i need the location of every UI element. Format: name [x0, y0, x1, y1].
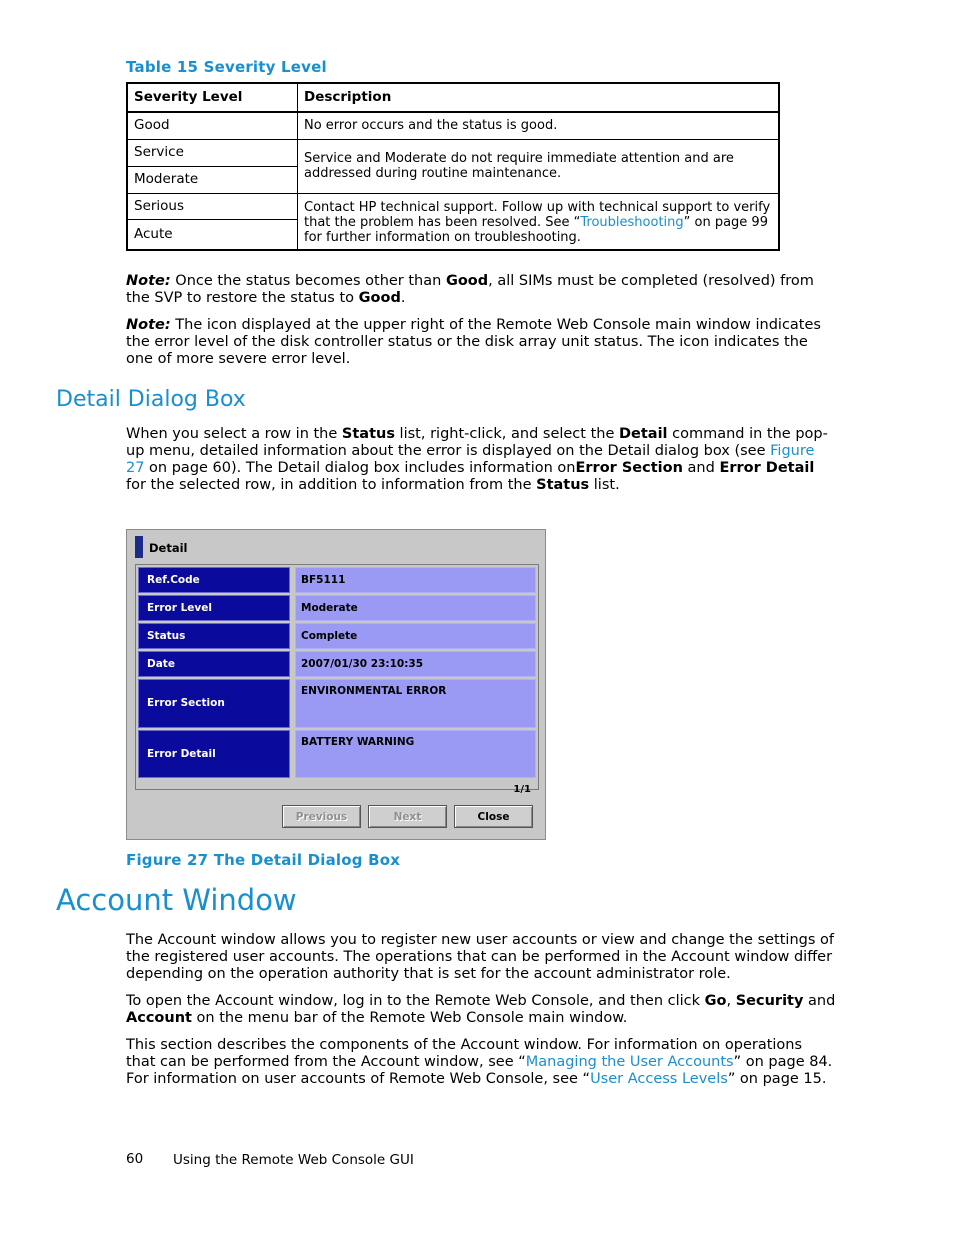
dialog-title-marker [135, 536, 143, 558]
table-row [127, 139, 779, 166]
previous-button[interactable]: Previous [282, 805, 361, 828]
note-text: The icon displayed at the upper right of the Remote Web Console main window indicates the error level of the disk controller status or the disk array unit status. The icon indicates the one of more severe error level. [126, 317, 821, 367]
description-cell [298, 193, 780, 250]
text: This section describes the components of the Account window. For information on operations that can be performed from the Account window, see “ [126, 1037, 803, 1070]
text: on page 60). The Detail dialog box includes information on [144, 460, 576, 476]
detail-value: BATTERY WARNING [295, 730, 536, 778]
detail-paragraph [126, 426, 836, 494]
managing-user-accounts-link[interactable]: Managing the User Accounts [525, 1054, 734, 1070]
text: ” on page 15. [727, 1071, 827, 1087]
detail-key: Status [138, 623, 290, 649]
note-icon [126, 317, 836, 368]
table-row [127, 112, 779, 139]
description-text: ” on page 99 for further information on troubleshooting. [304, 214, 768, 245]
note-label: Note: [126, 317, 171, 333]
detail-table [135, 564, 539, 790]
description-text: Contact HP technical support. Follow up with technical support to verify that the problem has been resolved. See “ [304, 199, 771, 230]
severity-cell: Acute [127, 219, 298, 250]
table-header-row [127, 83, 779, 112]
text: and [803, 993, 836, 1009]
page-indicator: 1/1 [513, 784, 531, 795]
detail-value: Complete [295, 623, 536, 649]
dialog-title: Detail [149, 541, 188, 555]
detail-key: Error Level [138, 595, 290, 621]
text: , [726, 993, 736, 1009]
detail-value: 2007/01/30 23:10:35 [295, 651, 536, 677]
description-cell: No error occurs and the status is good. [298, 112, 780, 139]
table-caption: Table 15 Severity Level [126, 58, 327, 76]
column-header-severity: Severity Level [127, 83, 298, 112]
text-bold: Go [704, 993, 727, 1009]
text-bold: Account [126, 1010, 192, 1026]
severity-cell: Moderate [127, 166, 298, 193]
text: command in the pop-up menu, detailed information about the error is displayed on the Detail dialog box (see [126, 426, 828, 459]
figure-27-link[interactable]: Figure 27 [126, 443, 815, 476]
note-status [126, 273, 836, 307]
note-bold: Good [445, 273, 489, 289]
severity-level-table [126, 82, 780, 251]
note-text: . [400, 290, 406, 306]
detail-row [138, 567, 536, 593]
text: list. [589, 477, 620, 493]
severity-cell: Service [127, 139, 298, 166]
severity-cell: Good [127, 112, 298, 139]
text-bold: Status [536, 477, 590, 493]
next-button[interactable]: Next [368, 805, 447, 828]
account-paragraph-2 [126, 993, 836, 1027]
account-window-heading: Account Window [56, 883, 297, 917]
close-button[interactable]: Close [454, 805, 533, 828]
note-text: , all SIMs must be completed (resolved) from the SVP to restore the status to [126, 273, 814, 306]
description-cell: Service and Moderate do not require immediate attention and are addressed during routine maintenance. [298, 139, 780, 193]
text-bold: Security [735, 993, 804, 1009]
detail-key: Error Section [138, 679, 290, 728]
detail-key: Ref.Code [138, 567, 290, 593]
troubleshooting-link[interactable]: Troubleshooting [580, 214, 684, 230]
column-header-description: Description [298, 83, 780, 112]
note-text: Once the status becomes other than [170, 273, 446, 289]
text-bold: Detail [618, 426, 668, 442]
account-paragraph-3 [126, 1037, 836, 1088]
note-bold: Good [358, 290, 401, 306]
text: When you select a row in the [126, 426, 342, 442]
severity-cell: Serious [127, 193, 298, 219]
detail-dialog [126, 529, 546, 840]
user-access-levels-link[interactable]: User Access Levels [590, 1071, 728, 1087]
detail-row [138, 730, 536, 778]
text-bold: Error Detail [719, 460, 815, 476]
text: and [682, 460, 720, 476]
text: list, right-click, and select the [394, 426, 619, 442]
detail-row [138, 623, 536, 649]
detail-key: Date [138, 651, 290, 677]
detail-row [138, 651, 536, 677]
text: To open the Account window, log in to the Remote Web Console, and then click [126, 993, 705, 1009]
figure-caption: Figure 27 The Detail Dialog Box [126, 851, 401, 869]
page-number: 60 [126, 1151, 144, 1167]
account-paragraph-1: The Account window allows you to register new user accounts or view and change the settings of the registered user accounts. The operations that can be performed in the Account window differ depending on the operation authority that is set for the account administrator role. [126, 932, 834, 982]
text-bold: Error Section [575, 460, 683, 476]
text: on the menu bar of the Remote Web Console main window. [191, 1010, 628, 1026]
detail-dialog-heading: Detail Dialog Box [56, 387, 246, 412]
detail-value: Moderate [295, 595, 536, 621]
detail-row [138, 595, 536, 621]
table-row [127, 193, 779, 219]
detail-value: ENVIRONMENTAL ERROR [295, 679, 536, 728]
detail-key: Error Detail [138, 730, 290, 778]
text: ” on page 84. For information on user accounts of Remote Web Console, see “ [126, 1054, 833, 1087]
detail-row [138, 679, 536, 728]
text: for the selected row, in addition to information from the [126, 477, 537, 493]
note-label: Note: [126, 273, 171, 289]
text-bold: Status [341, 426, 395, 442]
detail-value: BF5111 [295, 567, 536, 593]
footer-text: Using the Remote Web Console GUI [173, 1152, 414, 1168]
